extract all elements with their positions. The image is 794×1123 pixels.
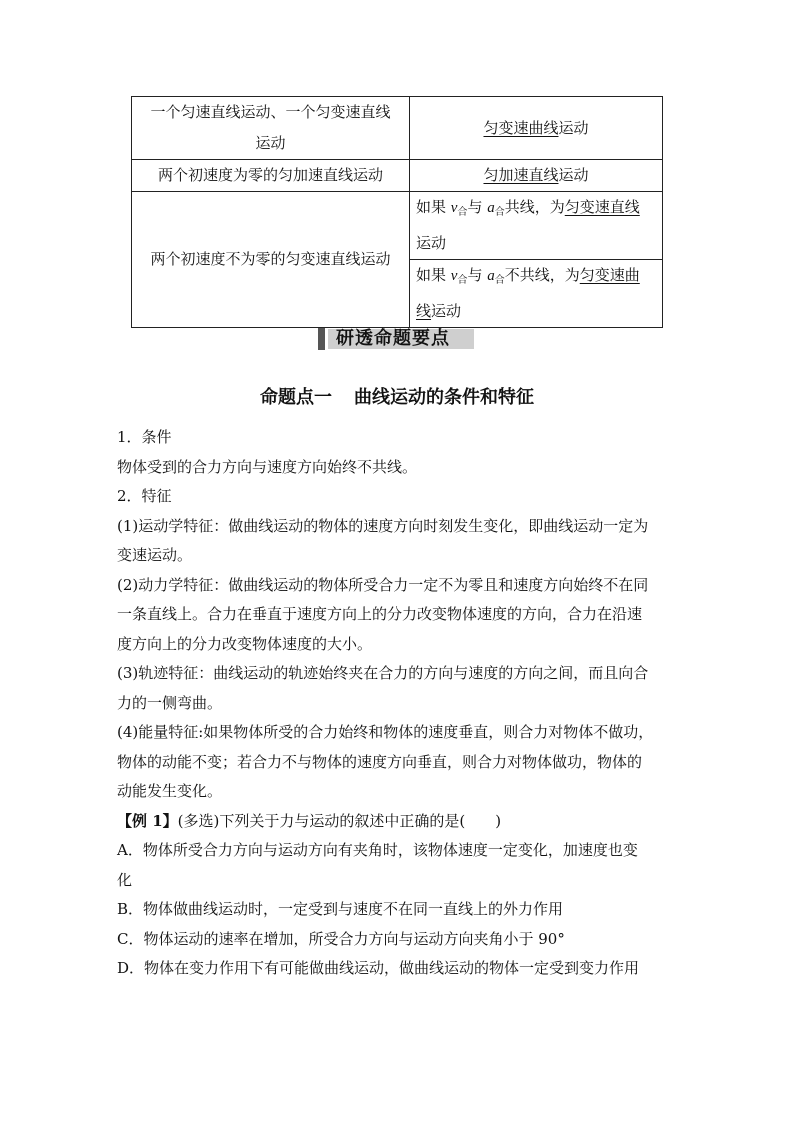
cell-text: 一个匀速直线运动、一个匀变速直线 xyxy=(150,103,391,121)
content-body xyxy=(117,423,685,984)
cell-text: 不共线，为 xyxy=(504,266,580,284)
cell-text: 运动 xyxy=(558,118,589,137)
paragraph: 物体受到的合力方向与速度方向始终不共线。 xyxy=(117,457,418,476)
table-cell xyxy=(410,192,663,260)
cell-text: 如果 xyxy=(416,198,451,216)
banner-bar xyxy=(318,328,325,350)
subscript: 合 xyxy=(457,207,468,218)
symbol-v: v xyxy=(450,200,458,216)
subscript: 合 xyxy=(494,207,505,218)
paragraph: 动能发生变化。 xyxy=(117,782,223,800)
cell-answer: 匀变速曲 xyxy=(579,266,640,284)
paragraph: (1)运动学特征：做曲线运动的物体的速度方向时刻发生变化，即曲线运动一定为 xyxy=(117,516,649,535)
cell-text: 共线，为 xyxy=(504,198,565,216)
table-cell xyxy=(410,260,663,328)
symbol-a: a xyxy=(487,200,495,216)
subheading: 1．条件 xyxy=(117,428,172,446)
paragraph: 一条直线上。合力在垂直于速度方向上的分力改变物体速度的方向，合力在沿速 xyxy=(117,605,643,623)
paragraph: 物体的动能不变；若合力不与物体的速度方向垂直，则合力对物体做功，物体的 xyxy=(117,752,643,771)
cell-answer: 匀变速曲线 xyxy=(483,118,559,137)
paragraph: 变速运动。 xyxy=(117,546,193,564)
table-cell: 两个初速度为零的匀加速直线运动 xyxy=(132,160,410,192)
option-c: C．物体运动的速率在增加，所受合力方向与运动方向夹角小于 90° xyxy=(117,929,565,948)
paragraph: (3)轨迹特征：曲线运动的轨迹始终夹在合力的方向与速度的方向之间，而且向合 xyxy=(117,664,649,682)
cell-text: 运动 xyxy=(255,134,286,152)
option-a: A．物体所受合力方向与运动方向有夹角时，该物体速度一定变化，加速度也变 xyxy=(117,841,638,859)
table-cell xyxy=(132,97,410,160)
example-label: 【例 1】 xyxy=(117,811,178,830)
option-b: B．物体做曲线运动时，一定受到与速度不在同一直线上的外力作用 xyxy=(117,900,564,918)
cell-answer: 线 xyxy=(416,302,432,320)
cell-answer: 匀加速直线 xyxy=(483,166,559,184)
paragraph: (4)能量特征:如果物体所受的合力始终和物体的速度垂直，则合力对物体不做功， xyxy=(117,723,654,741)
symbol-a: a xyxy=(487,268,495,284)
cell-text: 与 xyxy=(467,266,488,284)
table-row xyxy=(132,160,663,192)
section-heading: 曲线运动的条件和特征 xyxy=(354,387,534,408)
table-cell xyxy=(410,160,663,192)
table-cell: 两个初速度不为零的匀变速直线运动 xyxy=(132,192,410,328)
paragraph: 度方向上的分力改变物体速度的大小。 xyxy=(117,634,373,653)
paragraph: (2)动力学特征：做曲线运动的物体所受合力一定不为零且和速度方向始终不在同 xyxy=(117,575,649,594)
subheading: 2．特征 xyxy=(117,487,172,505)
section-number: 命题点一 xyxy=(260,387,332,408)
symbol-v: v xyxy=(450,268,458,284)
table-row xyxy=(132,97,663,160)
paragraph: 力的一侧弯曲。 xyxy=(117,693,223,712)
motion-combination-table xyxy=(131,96,663,328)
cell-text: 与 xyxy=(467,198,488,216)
cell-text: 如果 xyxy=(416,266,451,284)
subscript: 合 xyxy=(457,275,468,286)
table-row xyxy=(132,192,663,260)
banner-text: 研透命题要点 xyxy=(336,328,450,349)
option-d: D．物体在变力作用下有可能做曲线运动，做曲线运动的物体一定受到变力作用 xyxy=(117,959,640,977)
example-question xyxy=(117,807,685,837)
cell-text: 运动 xyxy=(416,234,447,252)
cell-text: 运动 xyxy=(431,302,462,320)
cell-answer: 匀变速直线 xyxy=(564,198,640,216)
subscript: 合 xyxy=(494,275,505,286)
example-text: (多选)下列关于力与运动的叙述中正确的是( ) xyxy=(177,811,502,830)
section-title xyxy=(0,383,794,409)
option-a-cont: 化 xyxy=(117,870,133,889)
section-banner xyxy=(318,327,474,351)
cell-text: 运动 xyxy=(558,166,589,184)
table-cell xyxy=(410,97,663,160)
